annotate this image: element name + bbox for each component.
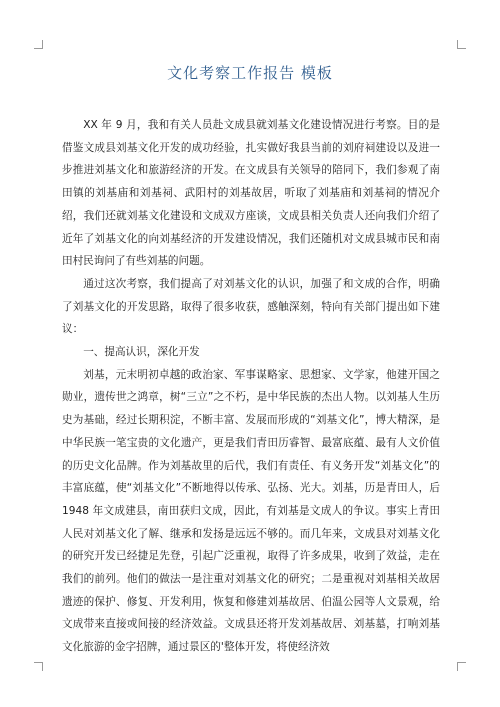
paragraph-summary: 通过这次考察，我们提高了对刘基文化的认识，加强了和文成的合作，明确了刘基文化的开发思路，取得了很多收获，感触深刻，特向有关部门提出如下建议：	[62, 277, 440, 336]
section-heading: 一、提高认识，深化开发	[83, 346, 200, 359]
paragraph-liuji: 刘基，元末明初卓越的政治家、军事谋略家、思想家、文学家，他建开国之勋业，遗传世之鸿章，树“三立”之不朽，是中华民族的杰出人物。以刘基人生历史为基础，经过长期积淀，不断丰富、发展而形成的“刘基文化”，博大精深，是中华民族一笔宝贵的文化遗产，更是我们青田历睿智、最富底蕴、最有人文价值的历史文化品牌。作为刘基故里的后代，我们有责任、有义务开发“刘基文化”的丰富底蕴，使“刘基文化”不断地得以传承、弘扬、光大。刘基，历是青田人，后 1948 年文成建县，南田获归文成，因此，有刘基是文成人的争议。事实上青田人民对刘基文化了解、继承和发扬是远远不够的。而几年来，文成县对刘基文化的研究开发已经捷足先登，引起广泛重视，取得了许多成果，收到了效益，走在我们的前列。他们的做法一是注重对刘基文化的研究；二是重视对刘基相关故居遗迹的保护、修复、开发利用，恢复和修建刘基故居、伯温公园等人文景观，给文成带来直接或间接的经济效益。文成县还将开发刘基故居、刘基墓，打响刘基文化旅游的金字招牌，通过景区的'整体开发，将使经济效	[62, 368, 440, 654]
crop-mark-bottom-right	[457, 662, 466, 671]
document-body	[62, 114, 440, 659]
document-title: 文化考察工作报告 模板	[167, 64, 333, 82]
crop-mark-top-right	[457, 40, 466, 49]
paragraph-intro: XX 年 9 月，我和有关人员赴文成县就刘基文化建设情况进行考察。目的是借鉴文成县刘基文化开发的成功经验，扎实做好我县当前的刘府祠建设以及进一步推进刘基文化和旅游经济的开发。在文成县有关领导的陪同下，我们参观了南田镇的刘基庙和刘基祠、武阳村的刘基故居，听取了刘基庙和刘基祠的情况介绍，我们还就刘基文化建设和文成双方座谈，文成县相关负责人还向我们介绍了近年了刘基文化的向刘基经济的开发建设情况，我们还随机对文成县城市民和南田村民询问了有些刘基的问题。	[62, 119, 440, 268]
crop-mark-bottom-left	[34, 662, 43, 671]
crop-mark-top-left	[34, 40, 43, 49]
